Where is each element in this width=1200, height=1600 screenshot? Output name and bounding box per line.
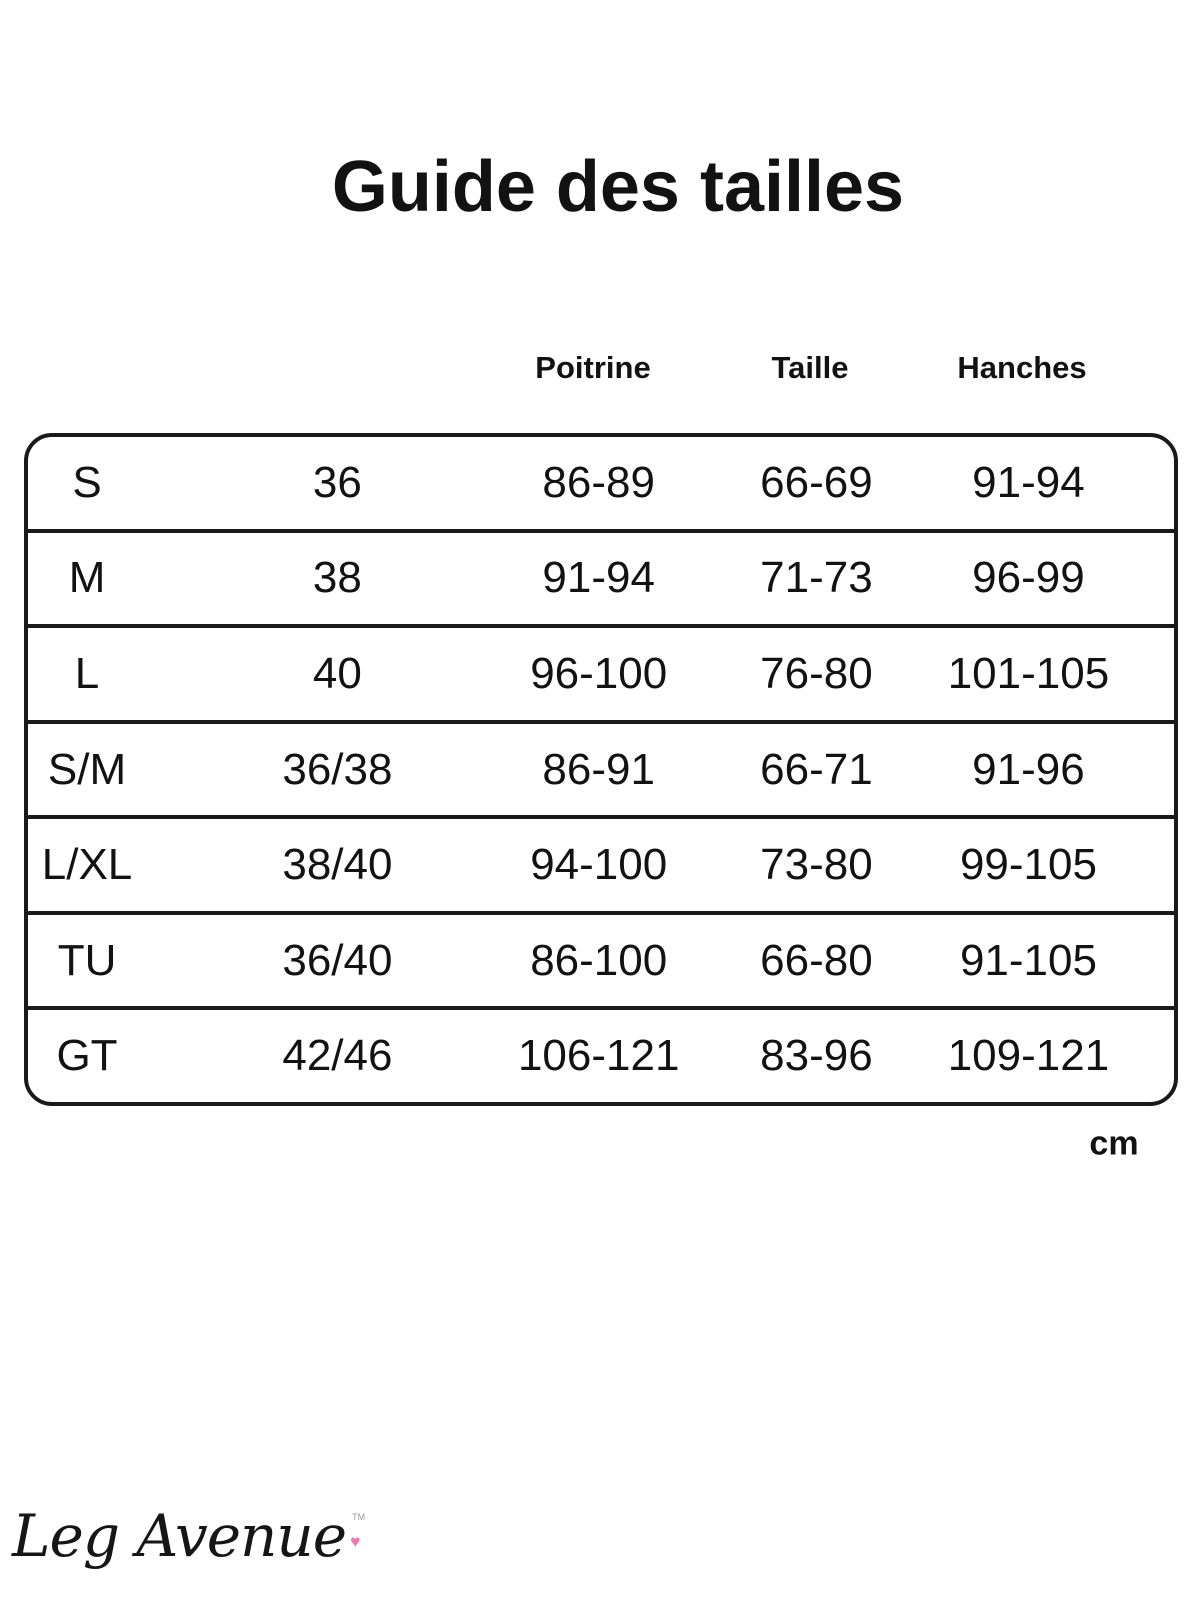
table-cell-taille: 66-69 [760, 457, 873, 507]
table-cell-poitrine: 94-100 [530, 840, 668, 890]
table-cell-size-fr: 40 [312, 648, 362, 698]
table-cell-size-fr: 36/38 [282, 744, 393, 794]
table-cell-size-label: L [74, 648, 100, 698]
table-cell-size-fr: 36/40 [282, 935, 393, 985]
brand-logo [12, 1502, 372, 1570]
table-cell-size-label: S/M [47, 744, 127, 794]
table-cell-size-fr: 42/46 [282, 1031, 393, 1081]
column-header-hanches: Hanches [957, 350, 1087, 385]
size-table [24, 433, 1178, 1106]
table-cell-size-fr: 36 [312, 457, 362, 507]
table-cell-size-fr: 38 [312, 553, 362, 603]
table-cell-hanches: 101-105 [947, 648, 1110, 698]
table-cell-size-label: M [68, 553, 106, 603]
table-cell-hanches: 96-99 [972, 553, 1085, 603]
table-cell-size-label: S [72, 457, 102, 507]
table-cell-taille: 66-71 [760, 744, 873, 794]
column-header-taille: Taille [771, 350, 849, 385]
table-cell-taille: 71-73 [760, 553, 873, 603]
heart-icon: ♥ [350, 1532, 361, 1551]
table-cell-hanches: 109-121 [947, 1031, 1110, 1081]
table-cell-size-label: TU [57, 935, 117, 985]
table-cell-poitrine: 86-100 [530, 935, 668, 985]
table-cell-size-label: L/XL [41, 840, 133, 890]
table-cell-hanches: 91-105 [959, 935, 1097, 985]
table-cell-poitrine: 96-100 [530, 648, 668, 698]
table-cell-poitrine: 86-91 [542, 744, 655, 794]
table-row [28, 911, 1174, 1007]
table-cell-size-fr: 38/40 [282, 840, 393, 890]
table-cell-hanches: 99-105 [959, 840, 1097, 890]
column-header-poitrine: Poitrine [535, 350, 651, 385]
trademark-label: TM [352, 1512, 366, 1522]
table-cell-hanches: 91-94 [972, 457, 1085, 507]
table-cell-taille: 76-80 [760, 648, 873, 698]
table-cell-taille: 83-96 [760, 1031, 873, 1081]
table-cell-hanches: 91-96 [972, 744, 1085, 794]
table-row [28, 720, 1174, 816]
table-row [28, 437, 1174, 529]
table-cell-size-label: GT [56, 1031, 118, 1081]
table-cell-poitrine: 86-89 [542, 457, 655, 507]
table-row [28, 624, 1174, 720]
brand-name: Leg Avenue [12, 1502, 347, 1570]
table-cell-taille: 66-80 [760, 935, 873, 985]
table-row [28, 815, 1174, 911]
units-label: cm [1089, 1124, 1139, 1163]
table-row [28, 529, 1174, 625]
table-cell-poitrine: 91-94 [542, 553, 655, 603]
table-row [28, 1006, 1174, 1102]
page-title: Guide des tailles [331, 147, 905, 227]
table-cell-taille: 73-80 [760, 840, 873, 890]
brand-mark [350, 1506, 372, 1556]
table-cell-poitrine: 106-121 [517, 1031, 680, 1081]
